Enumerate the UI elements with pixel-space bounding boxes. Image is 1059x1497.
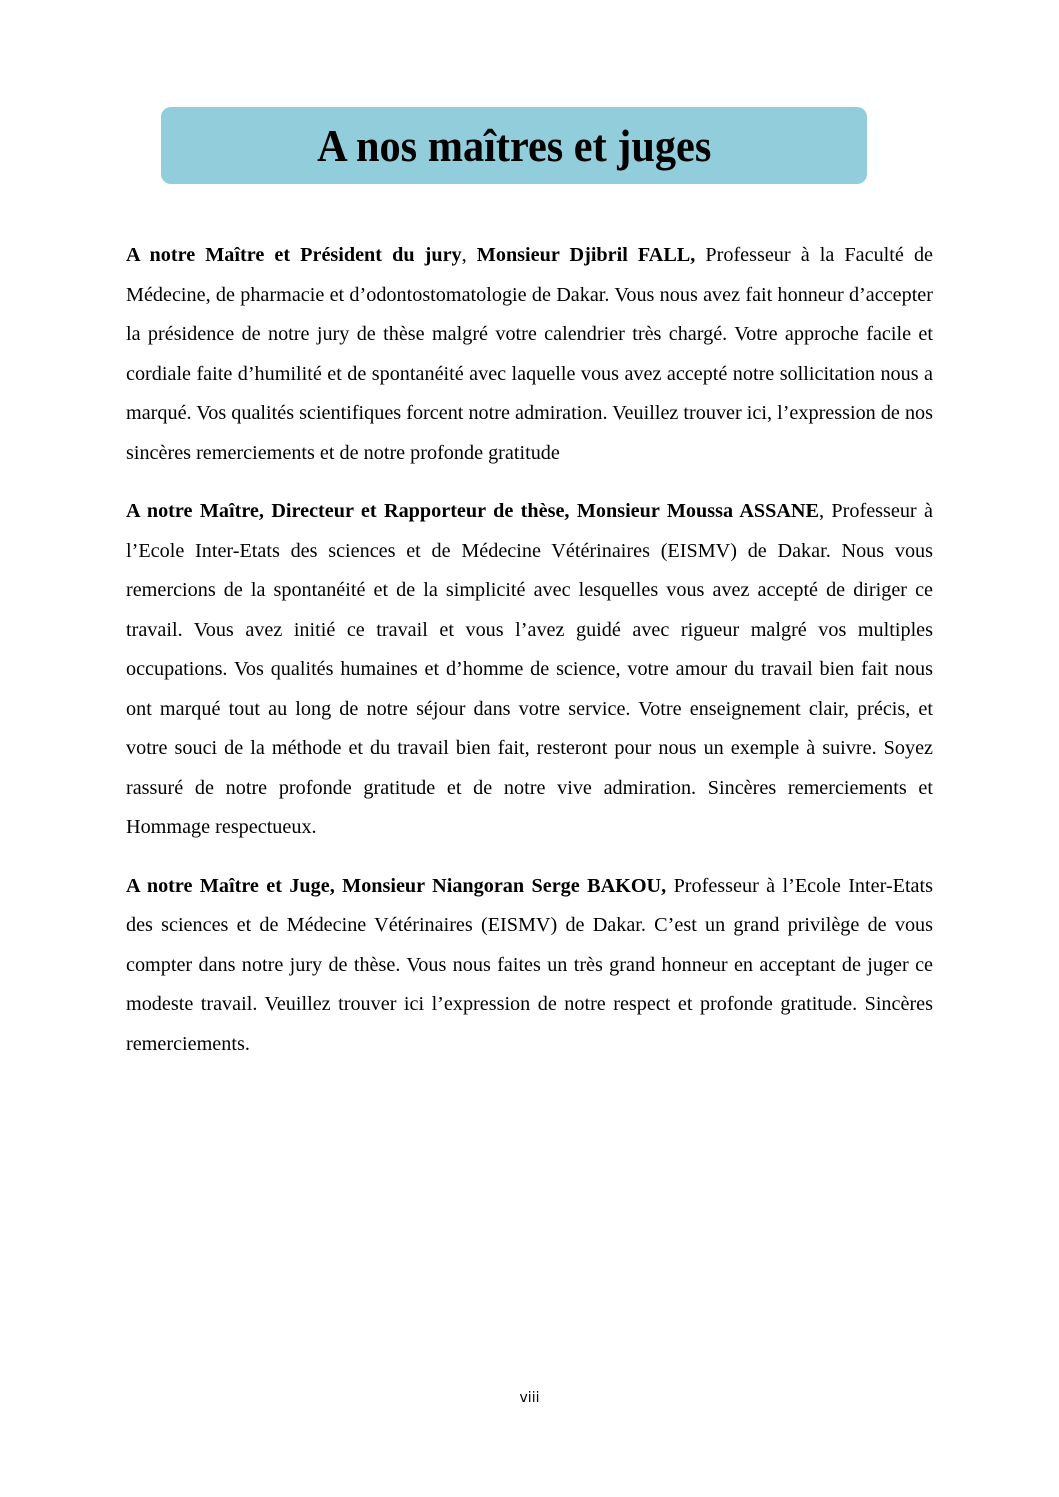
document-body [126, 236, 933, 1083]
title-banner [161, 107, 867, 184]
paragraph-separator: , [818, 500, 825, 522]
paragraph-body: Professeur à la Faculté de Médecine, de pharmacie et d’odontostomatologie de Dakar. Vous nous avez fait honneur d’accepter la présidence de notre jury de thèse malgré votre calendrier très chargé. Votre approche facile et cordiale faite d’humilité et de spontanéité avec laquelle vous avez accepté notre sollicitation nous a marqué. Vos qualités scientifiques forcent notre admiration. Veuillez trouver ici, l’expression de nos sincères remerciements et de notre profonde gratitude [126, 244, 933, 464]
paragraph-body: Professeur à l’Ecole Inter-Etats des sciences et de Médecine Vétérinaires (EISMV) de Dakar. Nous vous remercions de la spontanéité et de la simplicité avec lesquelles vous avez accepté de diriger ce travail. Vous avez initié ce travail et vous l’avez guidé avec rigueur malgré vos multiples occupations. Vos qualités humaines et d’homme de science, votre amour du travail bien fait nous ont marqué tout au long de notre séjour dans votre service. Votre enseignement clair, précis, et votre souci de la méthode et du travail bien fait, resteront pour nous un exemple à suivre. Soyez rassuré de notre profonde gratitude et de notre vive admiration. Sincères remerciements et Hommage respectueux. [126, 500, 933, 838]
page-number: viii [519, 1390, 540, 1406]
paragraph-director [126, 492, 933, 848]
paragraph-lead: A notre Maître et Président du jury [126, 244, 462, 266]
paragraph-body: Professeur à l’Ecole Inter-Etats des sciences et de Médecine Vétérinaires (EISMV) de Dakar. C’est un grand privilège de vous compter dans notre jury de thèse. Vous nous faites un très grand honneur en acceptant de juger ce modeste travail. Veuillez trouver ici l’expression de notre respect et profonde gratitude. Sincères remerciements. [126, 874, 933, 1055]
paragraph-president [126, 236, 933, 473]
paragraph-lead: A notre Maître et Juge, Monsieur Niangoran Serge BAKOU, [126, 874, 667, 897]
page-title: A nos maîtres et juges [316, 119, 712, 171]
paragraph-separator: , [461, 244, 477, 266]
paragraph-judge [126, 867, 933, 1065]
paragraph-lead: A notre Maître, Directeur et Rapporteur de thèse, Monsieur Moussa ASSANE [126, 500, 819, 522]
person-name: Monsieur Djibril FALL, [476, 244, 696, 266]
